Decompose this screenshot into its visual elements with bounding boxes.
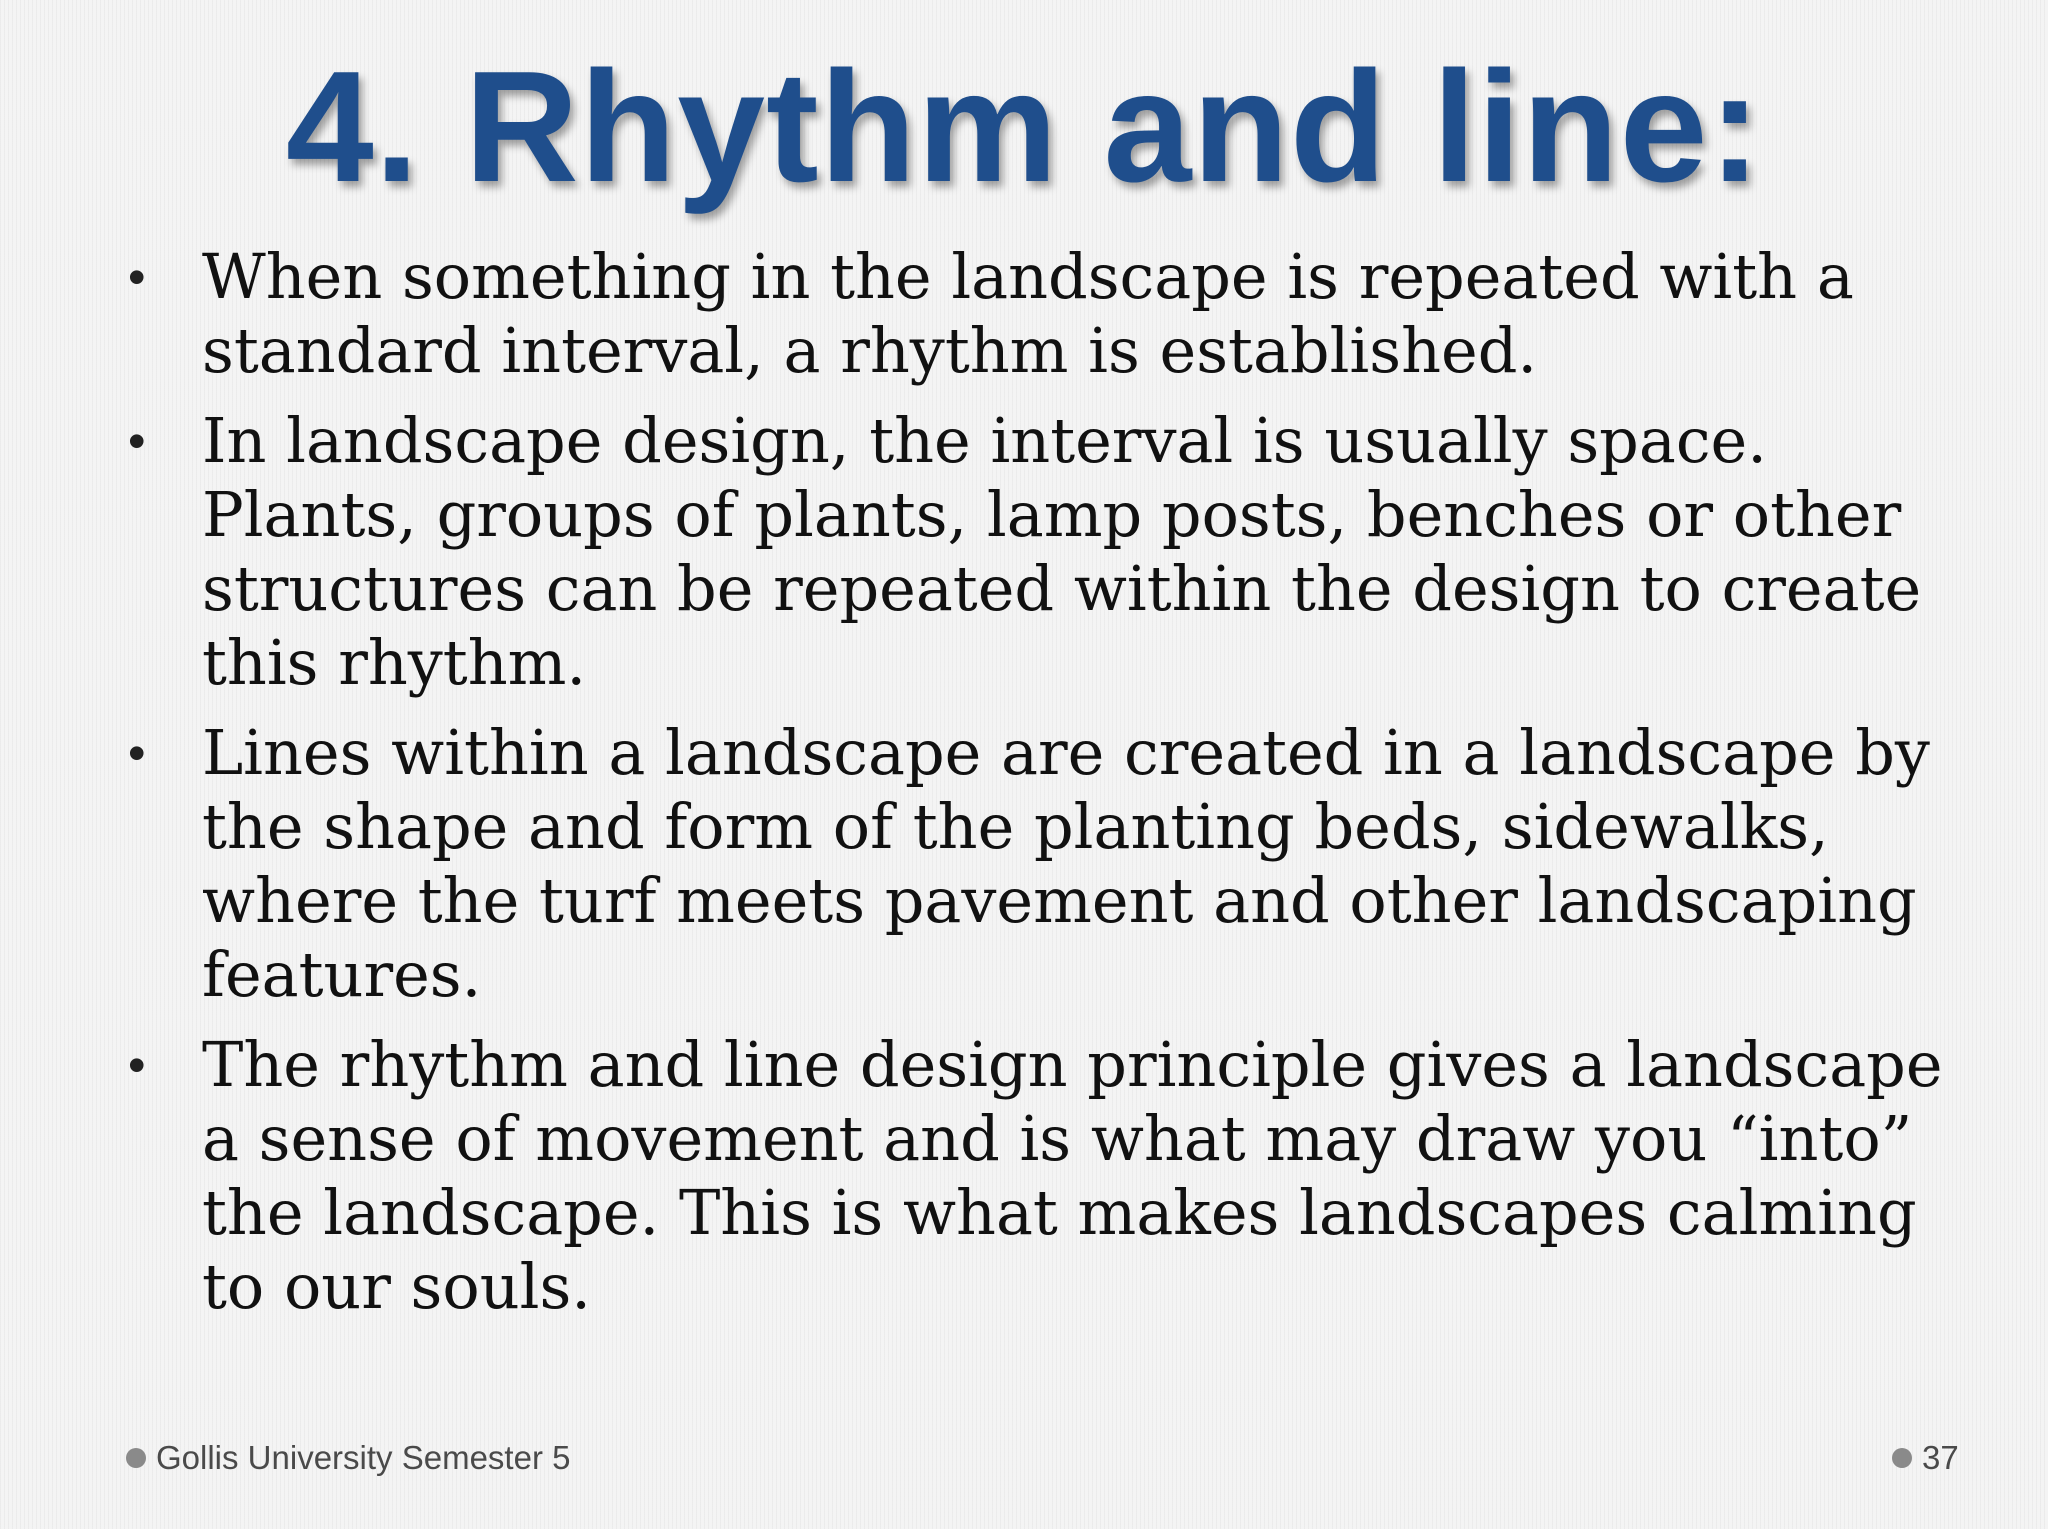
bullet-item <box>122 1028 1952 1324</box>
bullet-text: The rhythm and line design principle gives a landscape a sense of movement and is what may draw you “into” the landscape. This is what makes landscapes calming to our souls. <box>202 1028 1943 1323</box>
footer-left <box>126 1438 570 1478</box>
slide-title: 4. Rhythm and line: <box>285 39 1763 215</box>
bullet-icon: • <box>128 1037 146 1093</box>
footer-bullet-icon <box>126 1448 146 1468</box>
bullet-text: Lines within a landscape are created in a landscape by the shape and form of the planting beds, sidewalks, where the turf meets pavement and other landscaping features. <box>202 716 1930 1011</box>
bullet-icon: • <box>128 725 146 781</box>
bullet-list <box>122 240 1952 1340</box>
page-number-bullet-icon <box>1892 1448 1912 1468</box>
bullet-item <box>122 240 1952 388</box>
footer-text: Gollis University Semester 5 <box>156 1439 571 1476</box>
bullet-icon: • <box>128 413 146 469</box>
bullet-text: When something in the landscape is repeated with a standard interval, a rhythm is established. <box>202 240 1854 387</box>
bullet-text: In landscape design, the interval is usually space. Plants, groups of plants, lamp posts, benches or other structures can be repeated within the design to create this rhythm. <box>202 404 1922 699</box>
bullet-item <box>122 404 1952 700</box>
bullet-item <box>122 716 1952 1012</box>
bullet-icon: • <box>128 249 146 305</box>
footer-right <box>1892 1438 1959 1478</box>
page-number: 37 <box>1922 1439 1959 1476</box>
